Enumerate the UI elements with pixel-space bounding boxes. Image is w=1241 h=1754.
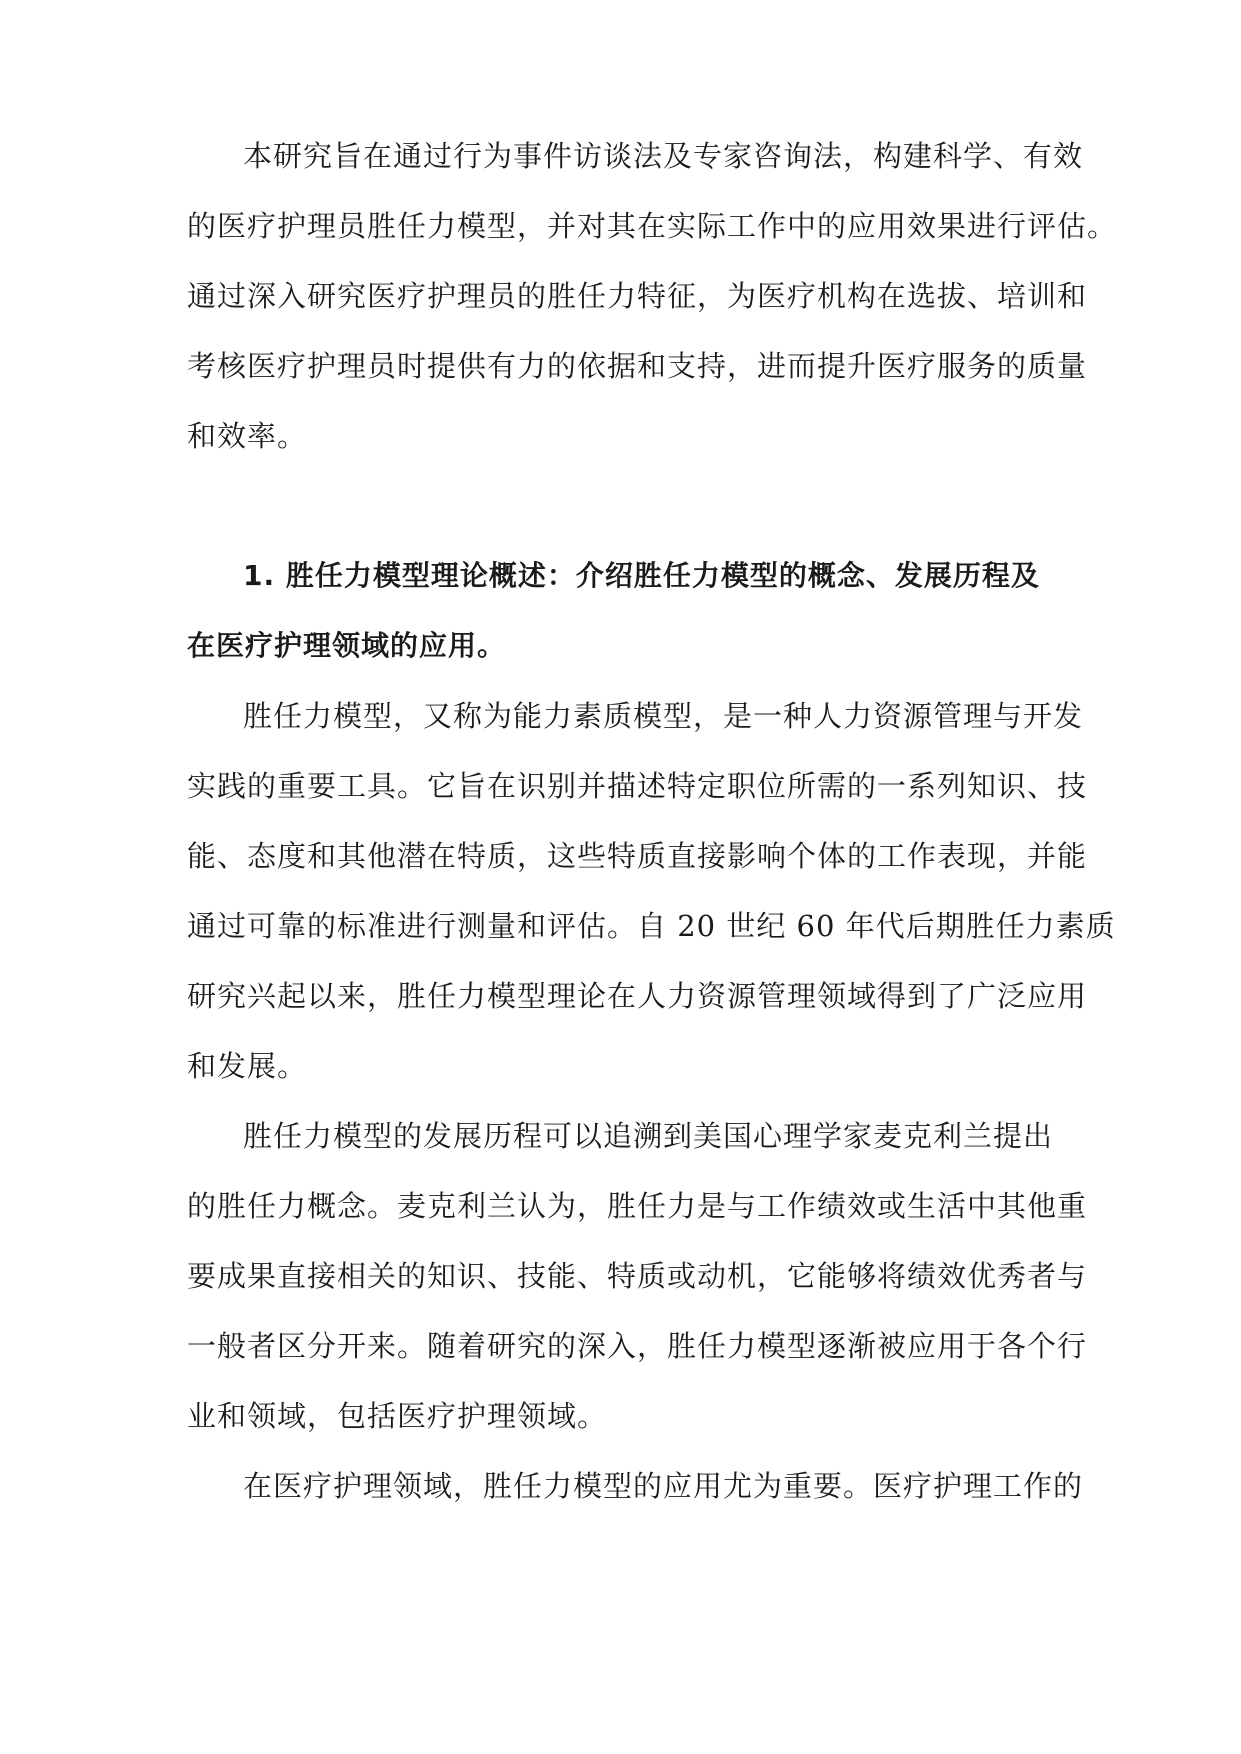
paragraph-3-line-3: 要成果直接相关的知识、技能、特质或动机，它能够将绩效优秀者与: [187, 1259, 1088, 1293]
paragraph-3-line-5: 业和领域，包括医疗护理领域。: [187, 1399, 608, 1433]
intro-line-4: 考核医疗护理员时提供有力的依据和支持，进而提升医疗服务的质量: [187, 349, 1088, 383]
intro-line-5: 和效率。: [187, 419, 308, 453]
paragraph-2-line-1: 胜任力模型，又称为能力素质模型，是一种人力资源管理与开发: [243, 699, 1084, 733]
paragraph-3-line-1: 胜任力模型的发展历程可以追溯到美国心理学家麦克利兰提出: [243, 1119, 1054, 1153]
intro-line-2: 的医疗护理员胜任力模型，并对其在实际工作中的应用效果进行评估。: [187, 209, 1118, 243]
paragraph-2-line-2: 实践的重要工具。它旨在识别并描述特定职位所需的一系列知识、技: [187, 769, 1088, 803]
paragraph-3-line-2: 的胜任力概念。麦克利兰认为，胜任力是与工作绩效或生活中其他重: [187, 1189, 1088, 1223]
section-heading-line-1: 1. 胜任力模型理论概述：介绍胜任力模型的概念、发展历程及: [243, 559, 1040, 592]
section-heading-line-2: 在医疗护理领域的应用。: [187, 629, 507, 662]
intro-line-1: 本研究旨在通过行为事件访谈法及专家咨询法，构建科学、有效: [243, 139, 1084, 173]
paragraph-4-line-1: 在医疗护理领域，胜任力模型的应用尤为重要。医疗护理工作的: [243, 1469, 1084, 1503]
paragraph-2-line-3: 能、态度和其他潜在特质，这些特质直接影响个体的工作表现，并能: [187, 839, 1088, 873]
paragraph-2-line-5: 研究兴起以来，胜任力模型理论在人力资源管理领域得到了广泛应用: [187, 979, 1088, 1013]
intro-line-3: 通过深入研究医疗护理员的胜任力特征，为医疗机构在选拔、培训和: [187, 279, 1088, 313]
paragraph-2-line-4: 通过可靠的标准进行测量和评估。自 20 世纪 60 年代后期胜任力素质: [187, 909, 1116, 943]
paragraph-3-line-4: 一般者区分开来。随着研究的深入，胜任力模型逐渐被应用于各个行: [187, 1329, 1088, 1363]
paragraph-2-line-6: 和发展。: [187, 1049, 308, 1083]
